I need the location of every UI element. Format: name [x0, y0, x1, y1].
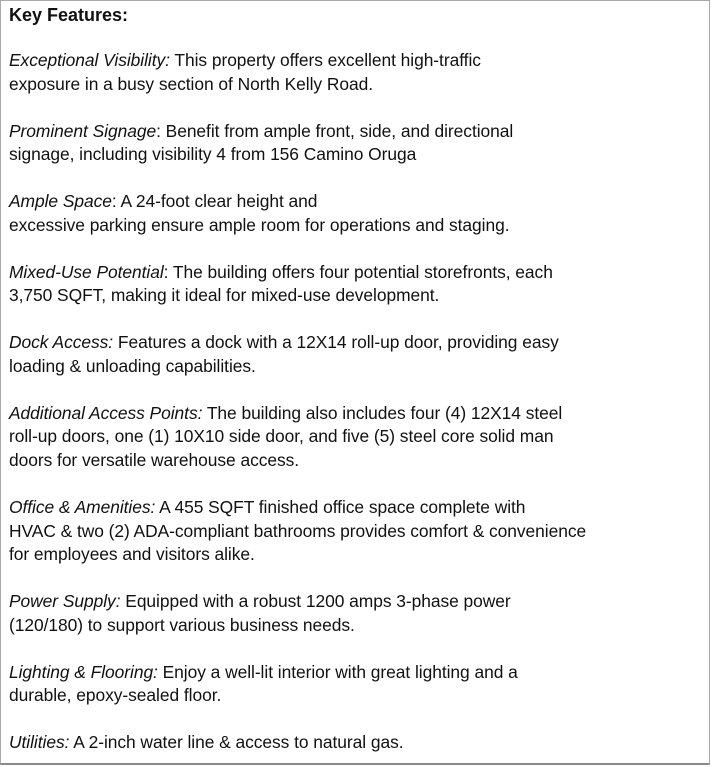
feature-line: [9, 402, 701, 426]
feature-line: [9, 520, 701, 544]
feature-line: [9, 190, 701, 214]
feature-line: [9, 590, 701, 614]
feature-line: [9, 684, 701, 708]
feature-text: : The building offers four potential storefronts, each: [163, 261, 553, 282]
feature-label: Prominent Signage: [9, 120, 157, 141]
feature-label: Mixed-Use Potential: [9, 261, 164, 282]
feature-text: : A 24-foot clear height and: [111, 191, 318, 212]
features-list: [9, 49, 701, 755]
feature-text: (120/180) to support various business needs.: [9, 614, 355, 635]
feature-text: excessive parking ensure ample room for operations and staging.: [9, 214, 510, 235]
feature-line: [9, 543, 701, 567]
feature-text: signage, including visibility 4 from 156 Camino Oruga: [9, 144, 417, 165]
feature-line: [9, 120, 701, 144]
feature-text: HVAC & two (2) ADA-compliant bathrooms provides comfort & convenience: [9, 520, 587, 541]
feature-paragraph: [9, 261, 701, 308]
feature-text: durable, epoxy-sealed floor.: [9, 685, 222, 706]
feature-text: roll-up doors, one (1) 10X10 side door, and five (5) steel core solid man: [9, 426, 554, 447]
feature-paragraph: [9, 402, 701, 473]
feature-paragraph: [9, 190, 701, 237]
feature-text: The building also includes four (4) 12X14 steel: [202, 402, 563, 423]
feature-text: loading & unloading capabilities.: [9, 355, 256, 376]
feature-line: [9, 449, 701, 473]
feature-line: [9, 284, 701, 308]
feature-label: Additional Access Points:: [9, 402, 203, 423]
feature-line: [9, 331, 701, 355]
feature-paragraph: [9, 731, 701, 755]
feature-text: This property offers excellent high-traffic: [169, 50, 481, 70]
key-features-heading: Key Features:: [9, 5, 129, 25]
feature-label: Ample Space: [9, 191, 112, 212]
feature-text: Features a dock with a 12X14 roll-up door, providing easy: [113, 332, 559, 353]
feature-paragraph: [9, 496, 701, 567]
feature-line: [9, 49, 701, 73]
feature-text: Enjoy a well-lit interior with great lighting and a: [157, 661, 518, 682]
feature-text: A 2-inch water line & access to natural gas.: [69, 732, 404, 753]
feature-paragraph: [9, 661, 701, 708]
feature-label: Lighting & Flooring:: [9, 661, 158, 682]
feature-label: Exceptional Visibility:: [9, 50, 170, 70]
feature-text: doors for versatile warehouse access.: [9, 450, 300, 471]
feature-line: [9, 614, 701, 638]
feature-text: exposure in a busy section of North Kelly Road.: [9, 73, 374, 94]
feature-label: Dock Access:: [9, 332, 114, 353]
feature-line: [9, 425, 701, 449]
feature-text: A 455 SQFT finished office space complete with: [155, 497, 526, 518]
feature-text: for employees and visitors alike.: [9, 544, 255, 565]
feature-label: Power Supply:: [9, 591, 121, 612]
feature-label: Office & Amenities:: [9, 497, 156, 518]
feature-line: [9, 73, 701, 97]
feature-label: Utilities:: [9, 732, 70, 753]
feature-line: [9, 261, 701, 285]
feature-paragraph: [9, 120, 701, 167]
feature-line: [9, 661, 701, 685]
feature-paragraph: [9, 49, 701, 96]
feature-text: Equipped with a robust 1200 amps 3-phase power: [120, 591, 511, 612]
feature-line: [9, 355, 701, 379]
feature-text: 3,750 SQFT, making it ideal for mixed-use development.: [9, 285, 440, 306]
feature-line: [9, 496, 701, 520]
feature-paragraph: [9, 331, 701, 378]
feature-paragraph: [9, 590, 701, 637]
feature-line: [9, 143, 701, 167]
feature-line: [9, 214, 701, 238]
feature-text: : Benefit from ample front, side, and directional: [156, 120, 514, 141]
feature-line: [9, 731, 701, 755]
